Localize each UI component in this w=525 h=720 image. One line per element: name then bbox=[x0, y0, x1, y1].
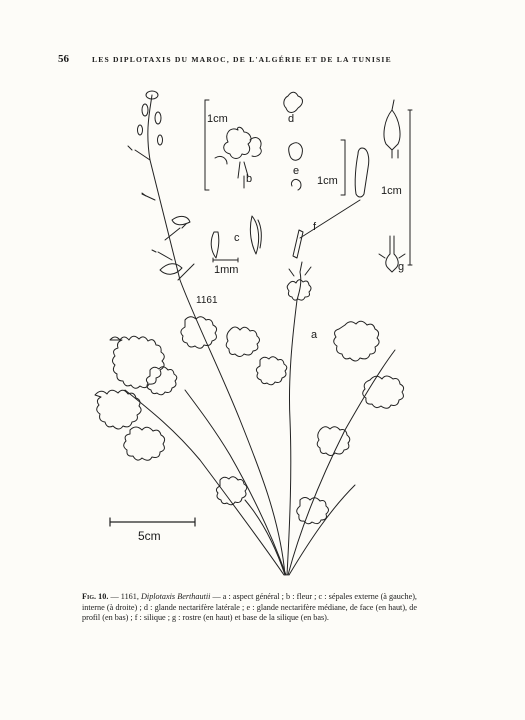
scale-label-b: 1cm bbox=[207, 113, 228, 125]
scale-bar-5cm bbox=[110, 518, 195, 526]
part-letter-a: a bbox=[311, 329, 318, 341]
scale-label-f: 1cm bbox=[317, 175, 338, 187]
part-letter-g: g bbox=[398, 261, 405, 273]
silique-detail-drawing bbox=[293, 140, 369, 258]
part-letter-b: b bbox=[246, 173, 253, 185]
part-letter-e: e bbox=[293, 165, 300, 177]
caption-fig-label: Fig. 10. bbox=[82, 592, 109, 601]
running-title: LES DIPLOTAXIS DU MAROC, DE L'ALGÉRIE ET DE LA TUNISIE bbox=[92, 55, 392, 64]
part-letter-d: d bbox=[288, 113, 295, 125]
part-letter-c: c bbox=[234, 232, 240, 244]
specimen-number: 1161 bbox=[196, 295, 218, 306]
part-letter-f: f bbox=[313, 221, 317, 233]
scale-label-g: 1cm bbox=[381, 185, 402, 197]
caption-text: — a : aspect général ; b : fleur ; c : sépales externe (à gauche), interne (à droite) ; d : glande nectarifère latérale ; e : glande nectarifère médiane, de face (en haut), de profil (en bas) ; f : silique ; g : rostre (en haut) et base de la silique (en bas). bbox=[82, 592, 417, 623]
plant-habit-drawing bbox=[95, 91, 404, 575]
scale-label-c: 1mm bbox=[214, 264, 239, 276]
page-number: 56 bbox=[58, 53, 69, 65]
scale-label-a: 5cm bbox=[138, 529, 161, 543]
caption-number: — 1161, bbox=[108, 592, 141, 601]
figure-caption bbox=[82, 592, 417, 624]
caption-species: Diplotaxis Berthautii bbox=[141, 592, 211, 601]
